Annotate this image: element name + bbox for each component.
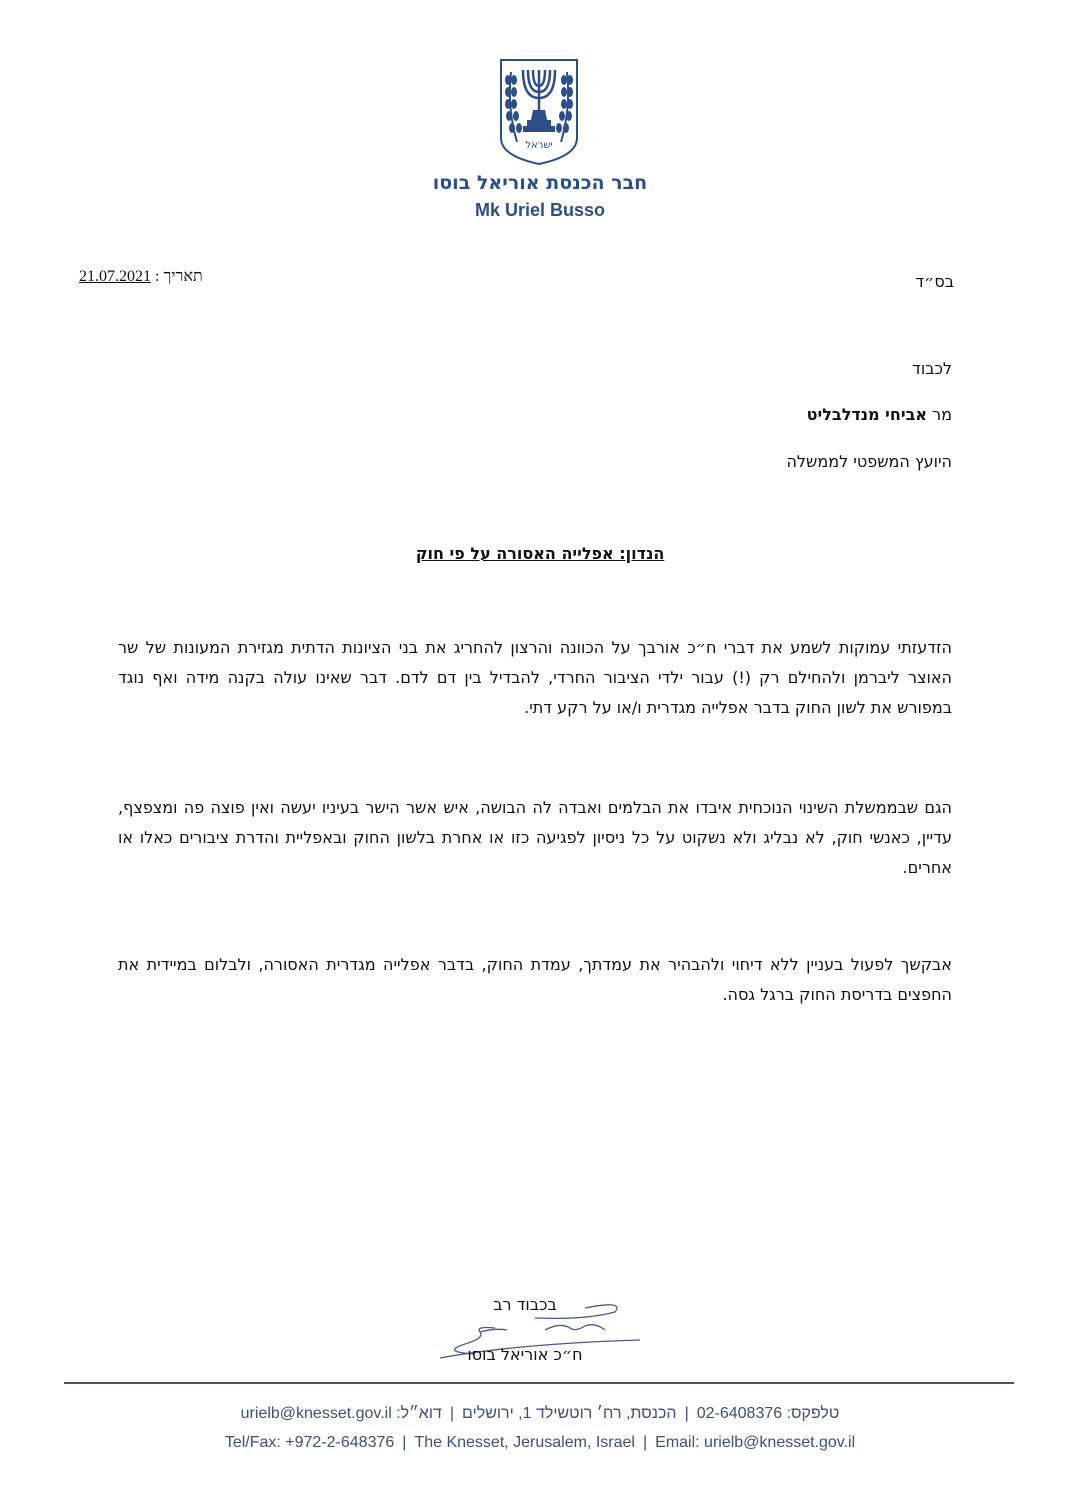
footer-hebrew-contact: טלפקס: 02-6408376|הכנסת, רח׳ רוטשילד 1, ירושלים|דוא״ל: urielb@knesset.gov.il — [240, 1405, 840, 1422]
recipient-name: אביחי מנדלבליט — [806, 405, 927, 424]
footer-english-contact: Tel/Fax: +972-2-648376 | The Knesset, Jerusalem, Israel | Email: urielb@knesset.gov.il — [224, 1434, 856, 1451]
date-value: 21.07.2021 — [79, 268, 151, 285]
recipient-role: היועץ המשפטי לממשלה — [786, 452, 952, 471]
footer-phone-he: טלפקס: 02-6408376 — [696, 1405, 840, 1422]
recipient-name-line — [807, 405, 952, 424]
svg-text:ישראל: ישראל — [525, 140, 553, 151]
body-paragraph-3: אבקשך לפעול בעניין ללא דיחוי ולהבהיר את עמדתך, עמדת החוק, בדבר אפלייה מגדרית האסורה, ולבלום במיידית את החפצים בדריסת החוק ברגל גסה. — [118, 955, 952, 1004]
bsd-header: בס״ד — [915, 272, 954, 291]
body-paragraph-1: הזדעזתי עמוקות לשמע את דברי ח״כ אורבך על הכוונה והרצון להחריג את בני הציונות הדתית מגזירת המעונות של שר האוצר ליברמן ולהחילם רק (!) עבור ילדי הציבור החרדי, להבדיל בין דם לדם. דבר שאינו עולה בקנה מידה ואף נוגד במפורש את לשון החוק בדבר אפלייה מגדרית ו/או על רקע דתי. — [118, 638, 952, 717]
body-paragraph-2: הגם שבממשלת השינוי הנוכחית איבדו את הבלמים ואבדה לה הבושה, איש אשר הישר בעיניו יעשה ואין פוצה פה ומצפצף, עדיין, כאנשי חוק, לא נבליג ולא נשקוט על כל ניסיון לפגיעה כזו או אחרת בלשון החוק ובאפליית והדרת ציבורים כאלו או אחרים. — [118, 798, 952, 877]
closing-text: בכבוד רב — [493, 1295, 557, 1314]
recipient-title: מר — [932, 405, 952, 424]
footer-email-he[interactable]: דוא״ל: urielb@knesset.gov.il — [240, 1405, 442, 1422]
subject-line: הנדון: אפלייה האסורה על פי חוק — [415, 544, 665, 563]
date-line — [79, 268, 203, 286]
footer-email-en[interactable]: Email: urielb@knesset.gov.il — [655, 1434, 856, 1451]
signer-name: ח״כ אוריאל בוסו — [467, 1345, 583, 1364]
recipient-to: לכבוד — [912, 359, 952, 378]
footer-divider — [64, 1382, 1014, 1384]
letterhead-name-hebrew: חבר הכנסת אוריאל בוסו — [432, 172, 648, 194]
letterhead-name-english: Mk Uriel Busso — [474, 200, 606, 220]
date-label: תאריך : — [155, 268, 203, 285]
footer-phone-en: Tel/Fax: +972-2-648376 — [224, 1434, 395, 1451]
footer-address-en: The Knesset, Jerusalem, Israel — [414, 1434, 635, 1451]
state-emblem-icon — [499, 58, 579, 166]
footer-address-he: הכנסת, רח׳ רוטשילד 1, ירושלים — [462, 1405, 677, 1422]
